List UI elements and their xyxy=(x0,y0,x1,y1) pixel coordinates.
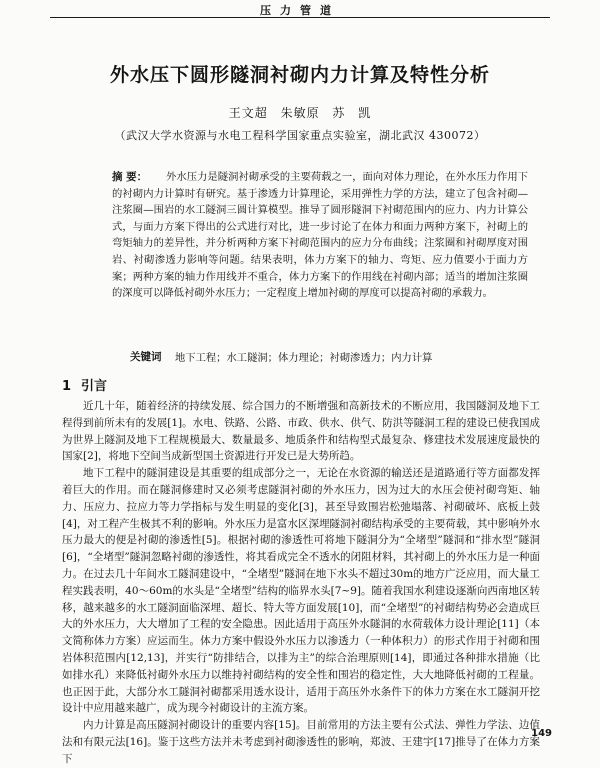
abstract-label: 摘 要： xyxy=(112,171,148,183)
keywords: 地下工程；水工隧洞；体力理论；衬砌渗透力；内力计算 xyxy=(175,352,433,364)
keywords-label: 关键词 xyxy=(130,351,162,363)
affiliation: （武汉大学水资源与水电工程科学国家重点实验室，湖北武汉 430072） xyxy=(114,129,486,142)
section-heading xyxy=(62,375,117,394)
authors: 王文超 朱敏原 苏 凯 xyxy=(228,106,372,120)
abstract-text: 外水压力是隧洞衬砌承受的主要荷载之一，面向对体力理论，在外水压力作用下的衬砌内力计算时有研究。基于渗透力计算理论，采用弹性力学的方法，建立了包含衬砌—注浆圈—围岩的水工隧洞三圆计算模型。推导了圆形隧洞下衬砌范围内的应力、内力计算公式，与面力方案下得出的公式进行对比，进一步讨论了在体力和面力两种方案下，衬砌上的弯矩轴力的差异性，并分析两种方案下衬砌范围内的应力分布曲线；注浆圈和衬砌厚度对围岩、衬砌渗透力影响等问题。结果表明，体力方案下的轴力、弯矩、应力值要小于面力方案；两种方案的轴力作用线并不重合，体力方案下的作用线在衬砌内部；适当的增加注浆圈的深度可以降低衬砌外水压力；一定程度上增加衬砌的厚度可以提高衬砌的承载力。 xyxy=(112,171,528,300)
body-text xyxy=(62,398,540,768)
running-head: 压力管道 xyxy=(50,2,550,18)
body-paragraph: 地下工程中的隧洞建设是其重要的组成部分之一，无论在水资源的输送还是道路通行等方面都发挥着巨大的作用。而在隧洞修建时又必须考虑隧洞衬砌的外水压力，因为过大的水压会使衬砌弯矩、轴力、压应力、拉应力等力学指标与发生明显的变化[3]，甚至导致围岩松弛塌落、衬砌破坏、底板上鼓[4]，对工程产生极其不利的影响。外水压力是富水区深埋隧洞衬砌结构承受的主要荷载，其中影响外水压力最大的便是衬砌的渗透性[5]。根据衬砌的渗透性可将地下隧洞分为“全堵型”隧洞和“排水型”隧洞[6]，“全堵型”隧洞忽略衬砌的渗透性，将其看成完全不透水的闭阻材料，其衬砌上的外水压力是一种面力。在过去几十年间水工隧洞建设中，“全堵型”隧洞在地下水头不超过30m的地方广泛应用，而大量工程实践表明，40～60m的水头是“全堵型”结构的临界水头[7~9]。随着我国水利建设逐渐向西南地区转移，越来越多的水工隧洞面临深埋、超长、特大等方面发展[10]，而“全堵型”的衬砌结构势必会造成巨大的外水压力，大大增加了工程的安全隐患。因此适用于高压外水隧洞的水荷载体力设计理论[11]（本文简称体力方案）应运而生。体力方案中假设外水压力以渗透力（一种体积力）的形式作用于衬砌和围岩体积范围内[12,13]，并实行“防排结合，以排为主”的综合治理原则[14]，即通过各种排水措施（比如排水孔）来降低衬砌外水压力以维持衬砌结构的安全性和围岩的稳定性，大大地降低衬砌的工程量。也正因于此，大部分水工隧洞衬砌都采用透水设计，适用于高压外水条件下的体力方案在水工隧洞开挖设计中应用越来越广，成为现今衬砌设计的主流方案。 xyxy=(62,467,540,715)
body-paragraph: 近几十年，随着经济的持续发展、综合国力的不断增强和高新技术的不断应用，我国隧洞及地下工程得到前所未有的发展[1]。水电、铁路、公路、市政、供水、供气、防洪等隧洞工程的建设已使我国成为世界上隧洞及地下工程规模最大、数量最多、地质条件和结构型式最复杂、修建技术发展速度最快的国家[2]，将地下空间当成新型国土资源进行开发已是大势所趋。 xyxy=(62,400,540,463)
section-number: 1 xyxy=(62,379,72,394)
body-paragraph: 内力计算是高压隧洞衬砌设计的重要内容[15]。目前常用的方法主要有公式法、弹性力学法、边值法和有限元法[16]。鉴于这些方法并未考虑到衬砌渗透性的影响，郑波、王建宇[17]推导了在体力方案下 xyxy=(62,719,540,765)
abstract xyxy=(112,169,528,302)
section-title: 引言 xyxy=(81,379,108,394)
page-number: 149 xyxy=(531,728,552,739)
paper-title: 外水压下圆形隧洞衬砌内力计算及特性分析 xyxy=(109,64,490,86)
